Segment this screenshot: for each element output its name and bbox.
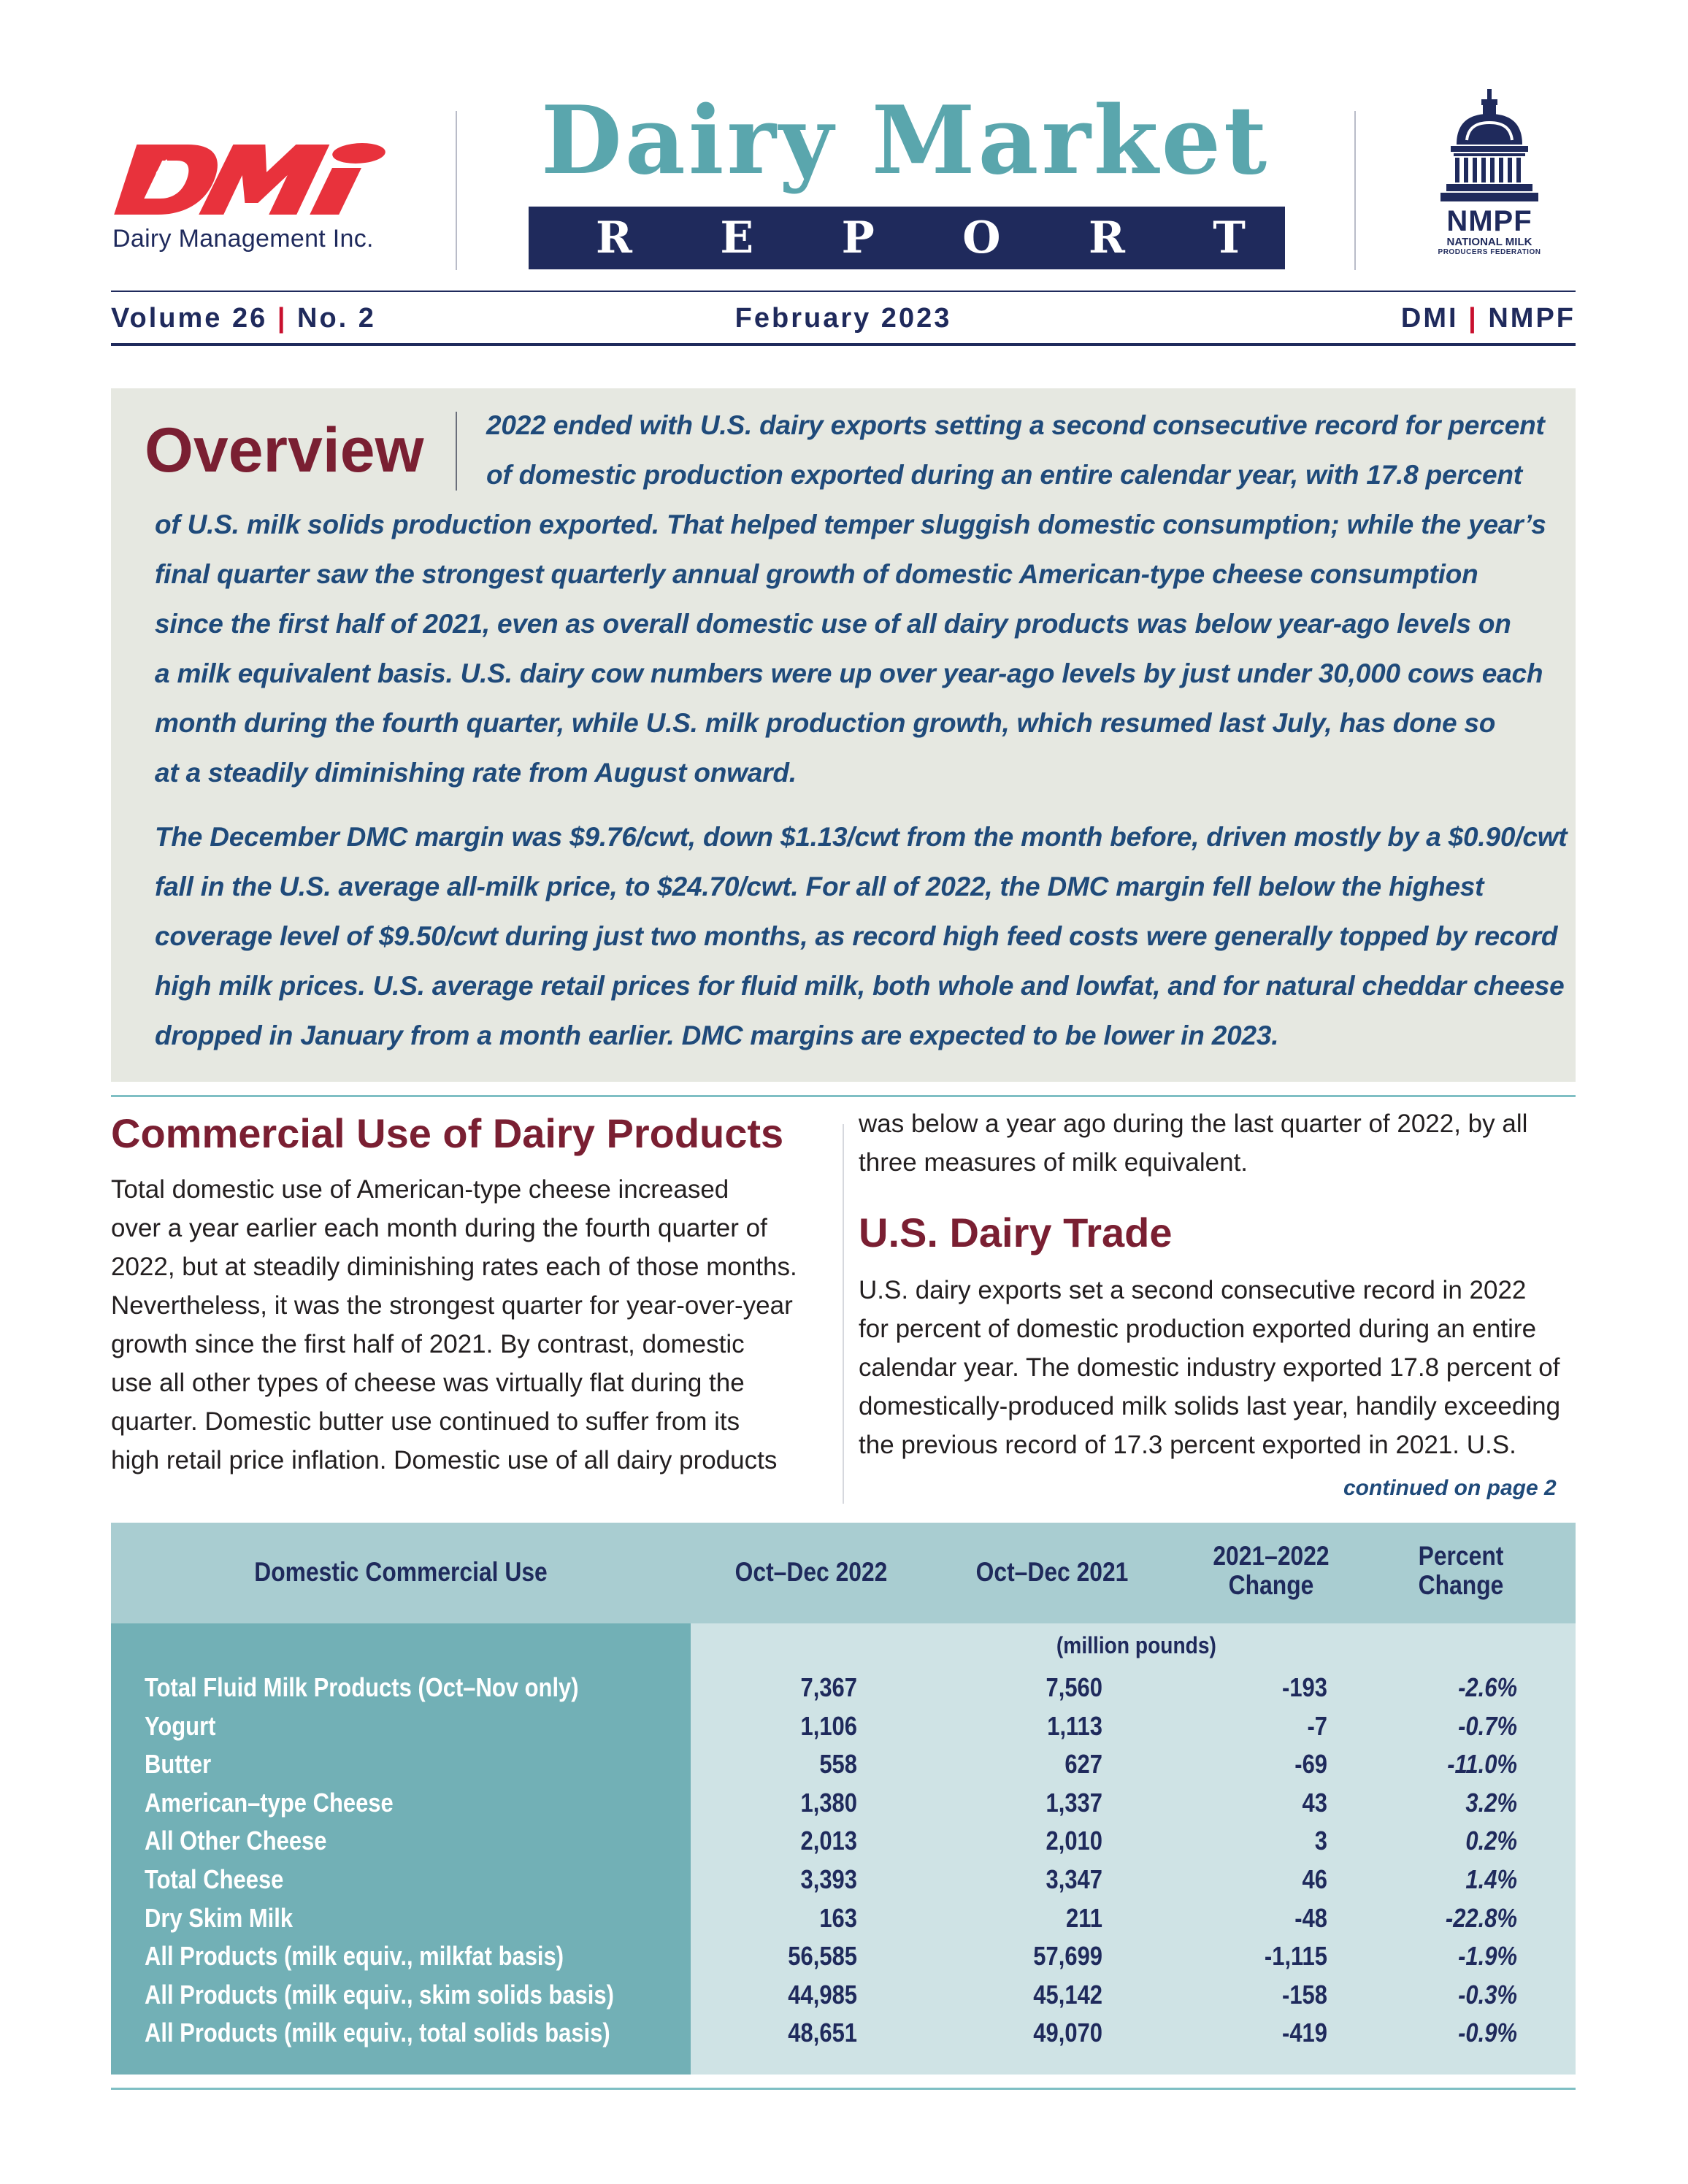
overview-line: final quarter saw the strongest quarterly annual growth of domestic American-type cheese consumption [155, 559, 1478, 589]
volume-number [111, 303, 376, 334]
cell-change: -419 [1282, 2018, 1327, 2048]
body-line: for percent of domestic production exported during an entire [859, 1315, 1537, 1343]
separator: | [1468, 302, 1478, 334]
overview-line: The December DMC margin was $9.76/cwt, down $1.13/cwt from the month before, driven mostly by a $0.90/cwt [155, 822, 1568, 852]
dmi-name: Dairy Management Inc. [112, 225, 374, 253]
nmpf-logo [1416, 88, 1562, 277]
cell-pct: 3.2% [1465, 1787, 1517, 1818]
report-letter: R [596, 212, 632, 264]
overview-line: at a steadily diminishing rate from August onward. [155, 758, 797, 788]
volume-label: Volume 26 [111, 302, 268, 334]
table-row [111, 1976, 1576, 2014]
cell-v2022: 558 [819, 1749, 857, 1780]
capitol-dome-icon [1435, 88, 1544, 204]
issue-info-row [111, 299, 1576, 337]
report-letter: O [962, 212, 1001, 264]
cell-v2021: 57,699 [1033, 1941, 1102, 1972]
cell-change: 46 [1302, 1864, 1327, 1894]
cell-change: 3 [1314, 1826, 1327, 1856]
report-letter: P [841, 212, 875, 264]
cell-change: 43 [1302, 1787, 1327, 1818]
column-header-change-line: Change [1228, 1570, 1314, 1600]
cell-v2022: 1,380 [800, 1787, 857, 1818]
cell-v2022: 56,585 [788, 1941, 857, 1972]
row-label: Total Fluid Milk Products (Oct–Nov only) [145, 1672, 579, 1702]
row-label: Yogurt [145, 1710, 216, 1741]
body-line: domestically-produced milk solids last year, handily exceeding [859, 1392, 1561, 1420]
cell-change: -158 [1282, 1979, 1327, 2010]
nmpf-full-name: NATIONAL MILK [1446, 236, 1532, 248]
table-row [111, 1745, 1576, 1783]
cell-v2021: 627 [1064, 1749, 1102, 1780]
report-letter: T [1213, 212, 1246, 264]
body-line: three measures of milk equivalent. [859, 1148, 1248, 1177]
section-rule [111, 1095, 1576, 1097]
nmpf-abbreviation: NMPF [1446, 205, 1532, 237]
section-heading: U.S. Dairy Trade [859, 1210, 1173, 1256]
cell-pct: -0.3% [1458, 1979, 1517, 2010]
body-line: the previous record of 17.3 percent exported in 2021. U.S. [859, 1431, 1516, 1459]
section-heading: Commercial Use of Dairy Products [111, 1110, 784, 1156]
issue-number: No. 2 [297, 302, 376, 334]
table-row [111, 1707, 1576, 1745]
cell-change: -1,115 [1264, 1941, 1327, 1972]
dmi-logo-mark [110, 139, 394, 219]
overview-line: 2022 ended with U.S. dairy exports setting a second consecutive record for percent [486, 410, 1545, 440]
cell-v2022: 3,393 [800, 1864, 857, 1894]
column-header-2022: Oct–Dec 2022 [734, 1557, 888, 1587]
cell-pct: -2.6% [1458, 1672, 1517, 1702]
column-header-percent-line: Percent [1418, 1541, 1504, 1571]
cell-v2021: 1,113 [1047, 1710, 1102, 1741]
row-label: Butter [145, 1749, 212, 1780]
table-header [111, 1523, 1576, 1623]
cell-v2022: 2,013 [800, 1826, 857, 1856]
org-nmpf: NMPF [1488, 302, 1576, 334]
column-header-label: Domestic Commercial Use [254, 1557, 548, 1587]
overview-line: high milk prices. U.S. average retail prices for fluid milk, both whole and lowfat, and for natural cheddar cheese [155, 971, 1565, 1001]
cell-change: -69 [1294, 1749, 1327, 1780]
row-label: All Other Cheese [145, 1826, 327, 1856]
cell-v2022: 44,985 [788, 1979, 857, 2010]
body-line: U.S. dairy exports set a second consecutive record in 2022 [859, 1276, 1527, 1304]
table-row [111, 1861, 1576, 1899]
overview-line: of U.S. milk solids production exported. That helped temper sluggish domestic consumption; while the year’s [155, 510, 1546, 539]
cell-pct: -11.0% [1447, 1749, 1517, 1780]
overview-heading: Overview [145, 415, 424, 485]
report-letter: E [720, 212, 754, 264]
continued-note: continued on page 2 [1343, 1476, 1557, 1500]
row-label: All Products (milk equiv., total solids basis) [145, 2018, 610, 2048]
table-row [111, 1937, 1576, 1975]
column-header-change [1186, 1542, 1356, 1600]
cell-v2021: 49,070 [1033, 2018, 1102, 2048]
overview-line: month during the fourth quarter, while U.S. milk production growth, which resumed last July, has done so [155, 708, 1496, 738]
column-header-percent [1383, 1542, 1540, 1600]
body-line: growth since the first half of 2021. By contrast, domestic [111, 1330, 745, 1358]
header-divider [1354, 111, 1356, 270]
body-line: quarter. Domestic butter use continued to suffer from its [111, 1407, 740, 1436]
report-letter: R [1088, 212, 1125, 264]
row-label: All Products (milk equiv., milkfat basis) [145, 1941, 564, 1972]
body-line: use all other types of cheese was virtually flat during the [111, 1369, 745, 1397]
column-divider [843, 1124, 844, 1504]
issue-date: February 2023 [734, 302, 952, 334]
nmpf-full-name-sub: PRODUCERS FEDERATION [1438, 248, 1541, 256]
overview-line: coverage level of $9.50/cwt during just two months, as record high feed costs were generally topped by record [155, 921, 1558, 951]
row-label: All Products (milk equiv., skim solids basis) [145, 1979, 614, 2010]
cell-v2022: 163 [819, 1902, 857, 1933]
table-row [111, 1822, 1576, 1860]
table-row [111, 1669, 1576, 1707]
cell-v2021: 7,560 [1046, 1672, 1102, 1702]
overview-line: fall in the U.S. average all-milk price, to $24.70/cwt. For all of 2022, the DMC margin fell below the highest [155, 872, 1484, 901]
cell-change: -7 [1307, 1710, 1327, 1741]
column-header-percent-line: Change [1418, 1570, 1504, 1600]
overview-line: of domestic production exported during an entire calendar year, with 17.8 percent [486, 460, 1522, 490]
overview-divider [456, 412, 457, 491]
header-rule [111, 343, 1576, 346]
org-dmi: DMI [1400, 302, 1459, 334]
cell-v2021: 1,337 [1046, 1787, 1102, 1818]
table-row [111, 1784, 1576, 1822]
cell-v2021: 3,347 [1046, 1864, 1102, 1894]
cell-pct: 0.2% [1465, 1826, 1517, 1856]
cell-v2022: 1,106 [800, 1710, 857, 1741]
header-rule [111, 291, 1576, 292]
table-row [111, 1899, 1576, 1937]
table-unit: (million pounds) [1056, 1632, 1216, 1658]
column-header-change-line: 2021–2022 [1213, 1541, 1330, 1571]
body-line: high retail price inflation. Domestic use of all dairy products [111, 1446, 778, 1474]
body-line: was below a year ago during the last quarter of 2022, by all [859, 1110, 1528, 1138]
row-label: American–type Cheese [145, 1787, 394, 1818]
cell-pct: 1.4% [1465, 1864, 1517, 1894]
row-label: Total Cheese [145, 1864, 284, 1894]
separator: | [277, 302, 288, 334]
report-banner [529, 207, 1285, 269]
body-line: Total domestic use of American-type cheese increased [111, 1175, 729, 1204]
masthead-title: Dairy Market [540, 86, 1270, 196]
cell-change: -193 [1282, 1672, 1327, 1702]
dmi-logo [110, 139, 394, 259]
overview-box [111, 388, 1576, 1082]
cell-v2022: 7,367 [800, 1672, 857, 1702]
cell-change: -48 [1294, 1902, 1327, 1933]
cell-v2021: 2,010 [1046, 1826, 1102, 1856]
table-rule [111, 2088, 1576, 2090]
publisher-orgs [1401, 303, 1576, 334]
table-row [111, 2014, 1576, 2052]
body-line: calendar year. The domestic industry exported 17.8 percent of [859, 1353, 1560, 1382]
row-label: Dry Skim Milk [145, 1902, 294, 1933]
cell-v2021: 45,142 [1033, 1979, 1102, 2010]
column-header-2021: Oct–Dec 2021 [975, 1557, 1129, 1587]
cell-pct: -0.7% [1458, 1710, 1517, 1741]
cell-pct: -1.9% [1458, 1941, 1517, 1972]
header-divider [456, 111, 457, 270]
cell-pct: -22.8% [1445, 1902, 1517, 1933]
body-line: Nevertheless, it was the strongest quarter for year-over-year [111, 1291, 793, 1320]
cell-v2022: 48,651 [788, 2018, 857, 2048]
overview-line: a milk equivalent basis. U.S. dairy cow numbers were up over year-ago levels by just under 30,000 cows each [155, 658, 1543, 688]
cell-v2021: 211 [1066, 1902, 1102, 1933]
overview-line: dropped in January from a month earlier. DMC margins are expected to be lower in 2023. [155, 1020, 1279, 1050]
overview-line: since the first half of 2021, even as overall domestic use of all dairy products was below year-ago levels on [155, 609, 1511, 639]
commercial-use-table [111, 1523, 1576, 2075]
body-line: over a year earlier each month during the fourth quarter of [111, 1214, 767, 1242]
cell-pct: -0.9% [1458, 2018, 1517, 2048]
body-line: 2022, but at steadily diminishing rates each of those months. [111, 1253, 797, 1281]
